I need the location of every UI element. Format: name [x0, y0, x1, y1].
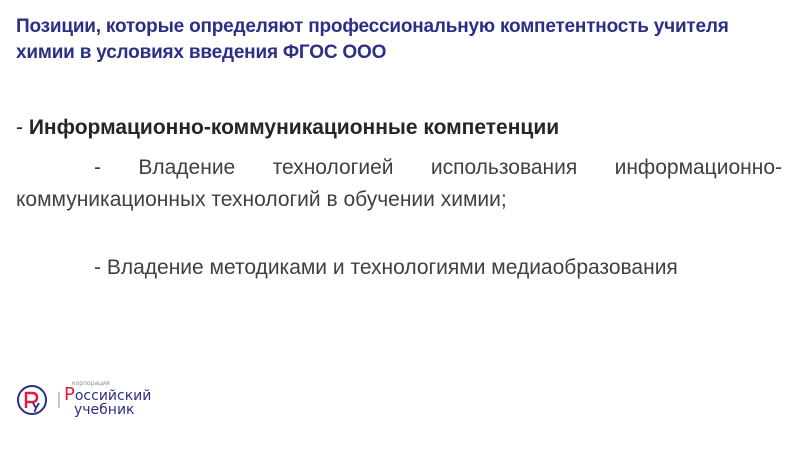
section-heading	[16, 112, 782, 144]
publisher-logo	[16, 378, 176, 422]
slide-title: Позиции, которые определяют профессиональную компетентность учителя химии в условиях введения ФГОС ООО	[16, 16, 729, 63]
heading-dash: -	[16, 116, 29, 139]
logo-separator	[58, 392, 60, 408]
logo-line1-rest: оссийский	[74, 388, 152, 404]
list-item: - Владение методиками и технологиями медиаобразования	[94, 256, 678, 279]
logo-small-text: корпорация	[72, 380, 110, 387]
logo-line2: учебник	[74, 402, 135, 418]
logo-mark-icon	[16, 384, 48, 416]
list-item: - Владение технологией использования информационно-коммуникационных технологий в обучении химии;	[16, 156, 782, 211]
heading-text: Информационно-коммуникационные компетенции	[28, 116, 560, 139]
slide-body	[16, 112, 782, 284]
logo-first-letter: Р	[64, 384, 75, 405]
